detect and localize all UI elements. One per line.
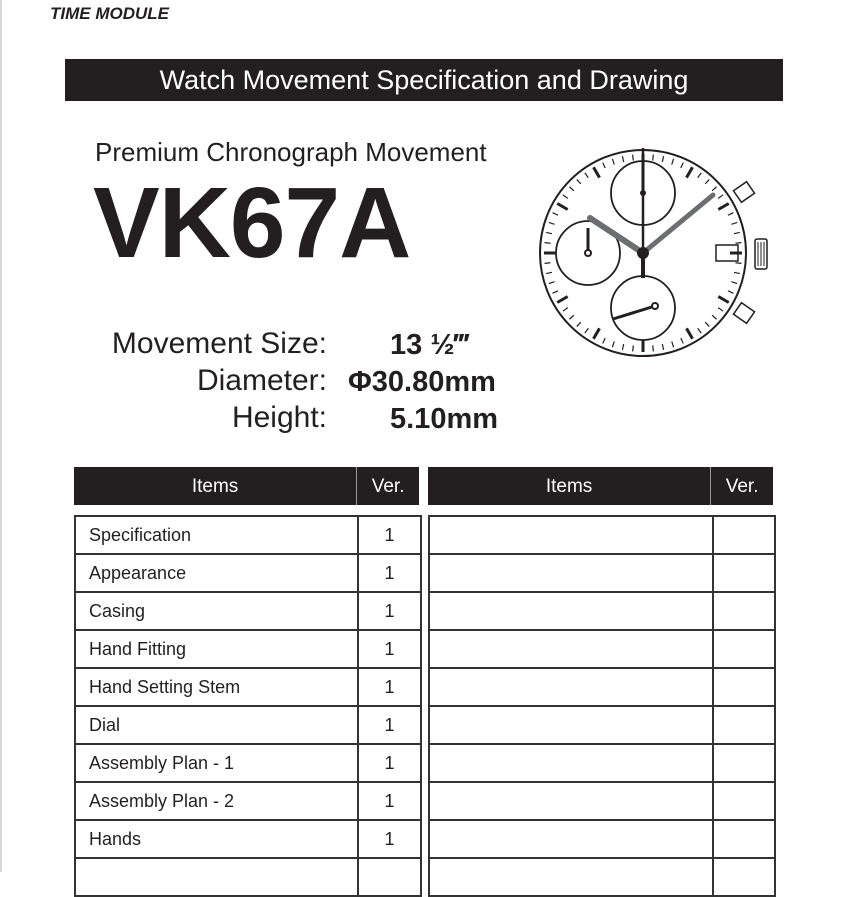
table-row: [76, 555, 420, 593]
chronograph-dial-drawing-icon: [530, 138, 780, 378]
cell-item: [76, 859, 359, 895]
table-row: [430, 669, 774, 707]
cell-ver: 1: [384, 791, 395, 811]
cell-ver: 1: [384, 525, 395, 545]
table-row: [76, 821, 420, 859]
cell-ver: [714, 783, 774, 819]
table-row: [76, 783, 420, 821]
cell-item: [430, 593, 714, 629]
cell-item: [430, 783, 714, 819]
cell-item: Hand Fitting: [76, 631, 359, 667]
table-row: [430, 555, 774, 593]
cell-ver: 1: [384, 829, 395, 849]
cell-ver: [714, 745, 774, 781]
header-ver: Ver.: [371, 476, 405, 497]
table-row: [430, 783, 774, 821]
document-title: Watch Movement Specification and Drawing: [65, 59, 783, 101]
spec-label: Height:: [231, 401, 327, 434]
cell-ver: [714, 707, 774, 743]
cell-item: [430, 669, 714, 705]
table-row: [430, 517, 774, 555]
spec-value: Φ30.80mm: [348, 366, 496, 398]
spec-label: Diameter:: [196, 364, 327, 397]
cell-ver: 1: [384, 601, 395, 621]
spec-value: 13 ½‴: [390, 329, 469, 361]
cell-item: Assembly Plan - 1: [76, 745, 359, 781]
cell-ver: [714, 631, 774, 667]
product-subtitle: Premium Chronograph Movement: [95, 137, 487, 167]
cell-item: Assembly Plan - 2: [76, 783, 359, 819]
cell-ver: 1: [384, 563, 395, 583]
table-row: [76, 745, 420, 783]
header-ver: Ver.: [725, 476, 759, 497]
spec-value: 5.10mm: [390, 403, 499, 435]
cell-ver: 1: [384, 677, 395, 697]
cell-item: [430, 821, 714, 857]
model-number: VK67A: [93, 167, 411, 279]
cell-item: [430, 517, 714, 553]
table-row: [430, 593, 774, 631]
right-table-header: [428, 467, 773, 505]
cell-item: Appearance: [76, 555, 359, 591]
header-items: Items: [74, 467, 357, 505]
cell-ver: [714, 593, 774, 629]
left-table-body: [74, 515, 422, 897]
table-row: [430, 821, 774, 859]
spec-label: Movement Size:: [111, 327, 327, 360]
cell-ver: [714, 517, 774, 553]
cell-ver: [714, 859, 774, 895]
table-row: [76, 859, 420, 897]
table-row: [76, 593, 420, 631]
cell-item: Dial: [76, 707, 359, 743]
cell-ver: [359, 859, 420, 895]
left-table-header: [74, 467, 419, 505]
cell-item: Hand Setting Stem: [76, 669, 359, 705]
cell-item: [430, 707, 714, 743]
cell-item: Casing: [76, 593, 359, 629]
cell-item: Specification: [76, 517, 359, 553]
cell-ver: 1: [384, 753, 395, 773]
cell-ver: [714, 555, 774, 591]
cell-item: [430, 745, 714, 781]
right-table-body: [428, 515, 776, 897]
table-row: [430, 707, 774, 745]
cell-item: [430, 859, 714, 895]
cell-item: Hands: [76, 821, 359, 857]
cell-item: [430, 555, 714, 591]
table-row: [76, 517, 420, 555]
module-label: TIME MODULE: [50, 4, 169, 23]
table-row: [76, 669, 420, 707]
cell-ver: [714, 669, 774, 705]
page-edge: [0, 0, 2, 872]
cell-ver: 1: [384, 715, 395, 735]
table-row: [430, 859, 774, 897]
table-row: [430, 631, 774, 669]
table-row: [430, 745, 774, 783]
cell-ver: [714, 821, 774, 857]
cell-ver: 1: [384, 639, 395, 659]
header-items: Items: [428, 467, 711, 505]
cell-item: [430, 631, 714, 667]
table-row: [76, 707, 420, 745]
table-row: [76, 631, 420, 669]
